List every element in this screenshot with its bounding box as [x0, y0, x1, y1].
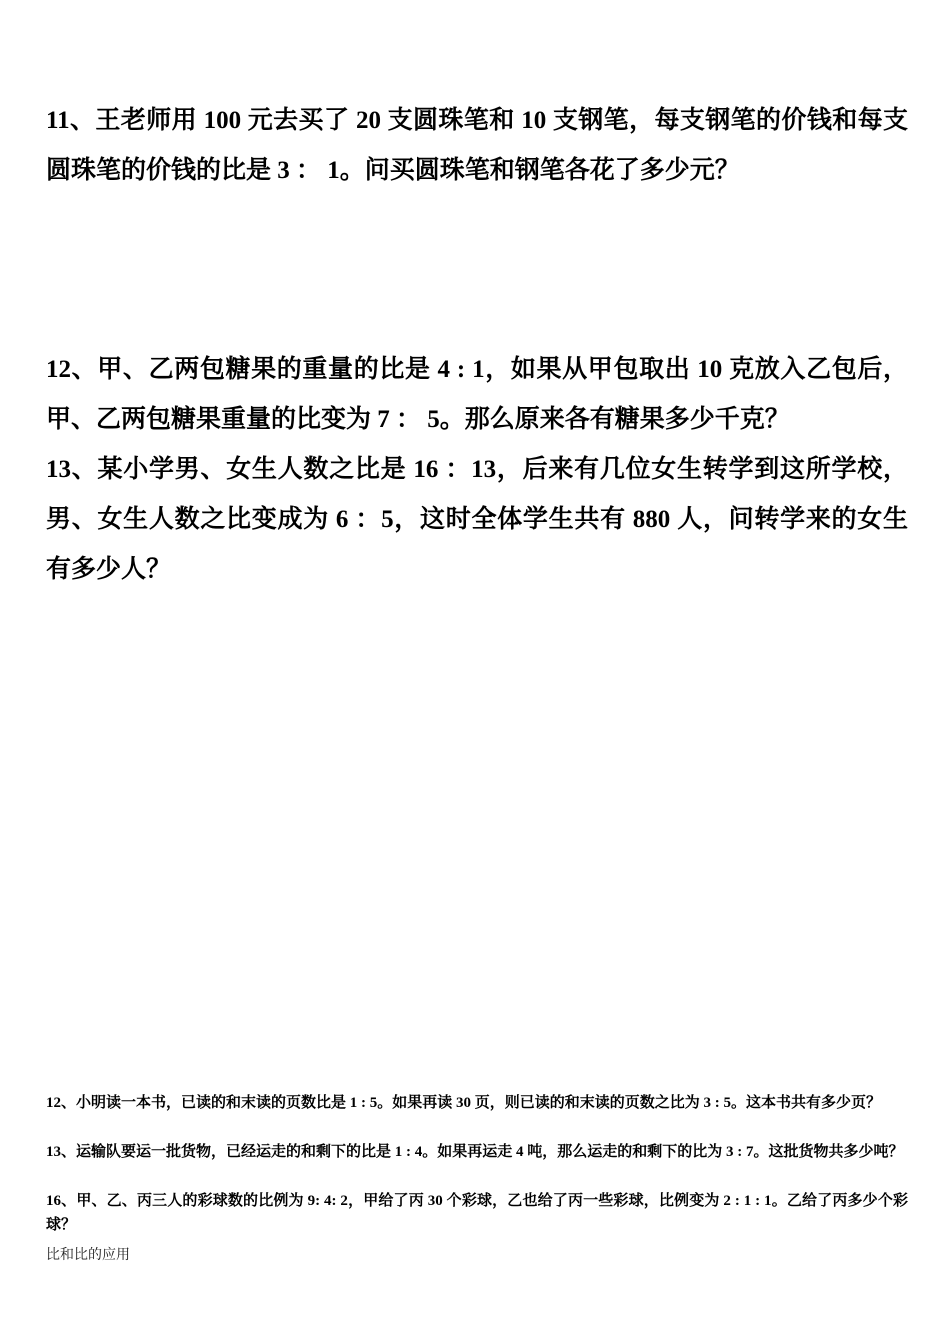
small-problem-16: 16、甲、乙、丙三人的彩球数的比例为 9: 4: 2，甲给了丙 30 个彩球，乙也给了丙一些彩球，比例变为 2 : 1 : 1。乙给了丙多少个彩球？: [46, 1193, 908, 1233]
problem-13: 13、某小学男、女生人数之比是 16 ：13，后来有几位女生转学到这所学校，男、女生人数之比变成为 6 ：5，这时全体学生共有 880 人，问转学来的女生有多少人？: [46, 456, 908, 583]
footer-label: 比和比的应用: [46, 1248, 130, 1263]
problem-12: 12、甲、乙两包糖果的重量的比是 4 : 1，如果从甲包取出 10 克放入乙包后，甲、乙两包糖果重量的比变为 7 ： 5。那么原来各有糖果多少千克？: [46, 356, 908, 433]
small-problem-13: 13、运输队要运一批货物，已经运走的和剩下的比是 1 : 4。如果再运走 4 吨，那么运走的和剩下的比为 3 : 7。这批货物共多少吨？: [46, 1144, 904, 1160]
problem-11: 11、王老师用 100 元去买了 20 支圆珠笔和 10 支钢笔，每支钢笔的价钱和每支圆珠笔的价钱的比是 3 ： 1。问买圆珠笔和钢笔各花了多少元？: [46, 107, 908, 184]
small-problem-12: 12、小明读一本书，已读的和末读的页数比是 1 : 5。如果再读 30 页，则已读的和末读的页数之比为 3 : 5。这本书共有多少页？: [46, 1095, 881, 1111]
